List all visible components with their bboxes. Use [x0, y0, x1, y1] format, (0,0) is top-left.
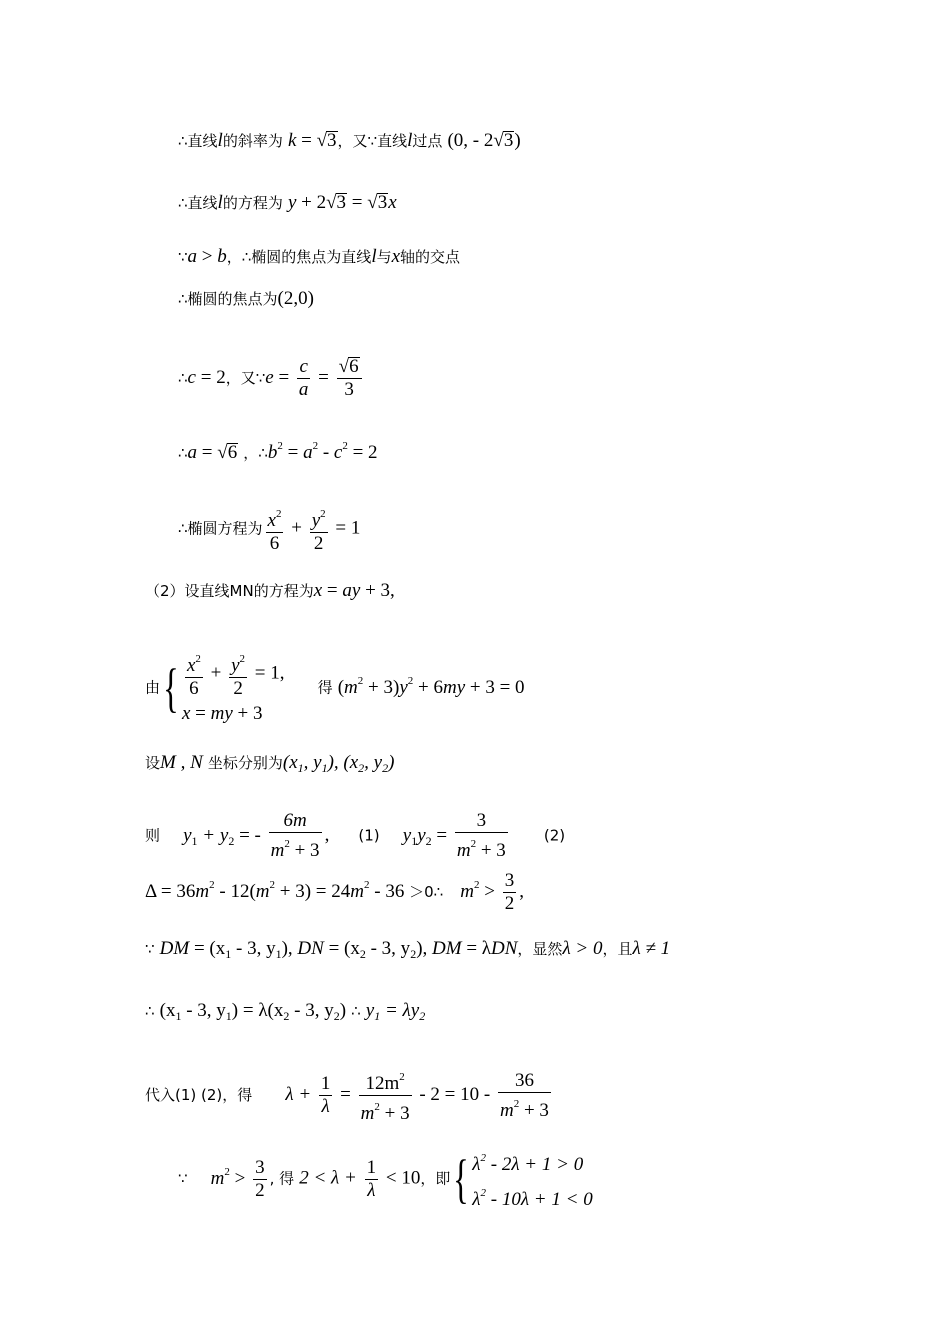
text: ∵ — [178, 248, 188, 266]
fraction: $\frac{3}{m^2 + 3}$ — [456, 810, 506, 861]
fraction: $\frac{1}{\lambda}$ — [320, 1073, 331, 1117]
substitution-line: 代入(1) (2)，得 λ + $\frac{1}{\lambda}$ = $\frac{12m^2}{m^2 + 3}$ - 2 = 10 - $\frac{36}{m^2 + 3}$ — [145, 1066, 554, 1125]
brace: { — [453, 1149, 470, 1209]
text: 与 — [376, 248, 392, 266]
text: 则 — [145, 826, 161, 845]
fraction: $\frac{36}{m^2 + 3}$ — [499, 1069, 549, 1121]
superscript: 2 — [277, 440, 283, 452]
fraction: $\frac{6m}{m^2 + 3}$ — [270, 810, 320, 861]
equals: = 2 — [195, 367, 226, 388]
discriminant: $\Delta = 36m^2 - 12(m^2 + 3) = 24m^2 - 36$ — [145, 879, 410, 902]
system-substitution — [145, 648, 525, 728]
point-part: ) — [514, 130, 521, 151]
radicand: 3 — [336, 192, 347, 213]
equation-system: $\frac{x^2}{6}$ + $\frac{y^2}{2}$ = 1, x = my + 3 — [182, 648, 285, 728]
fraction: $\frac{y^2}{2}$ — [310, 503, 328, 555]
var-l: l — [217, 192, 223, 213]
superscript: 2 — [312, 440, 319, 452]
var-e: e — [265, 367, 274, 388]
text: 由 — [145, 678, 161, 697]
vector-line: ∵ DM = ($x_1 - 3$, $y_1$), DN = ($x_2 - 3$, $y_2$), DM = λDN，显然λ > 0，且λ ≠ 1 — [145, 938, 671, 961]
fraction: $\frac{12m^2}{m^2 + 3}$ — [359, 1066, 412, 1125]
brace: { — [163, 658, 179, 718]
text: （2）设直线MN的方程为 — [145, 582, 314, 600]
label-1: (1) — [358, 826, 380, 845]
text: ，∴椭圆的焦点为直线 — [226, 248, 372, 266]
mn-setup — [145, 580, 395, 602]
vieta-line: 则 $y_1 + y_2$ = - $\frac{6m}{m^2 + 3}$ , (1) $y_1y_2$ = $\frac{3}{m^2 + 3}$ (2) — [145, 810, 566, 861]
a-b-values: ∴a = √6 ，$\therefore b^2 = a^2 - c^2 = 2$ — [178, 440, 378, 463]
equals: = — [273, 367, 294, 388]
var-a: a — [303, 442, 313, 463]
text: ∴直线 — [178, 132, 218, 150]
superscript: 2 — [342, 440, 348, 452]
label-2: (2) — [543, 826, 566, 845]
vector-equality: ($x_1 - 3$, $y_1) = \lambda(x_2 - 3$, $y_2$) — [159, 1000, 347, 1023]
fraction: $\frac{1}{\lambda}$ — [366, 1156, 377, 1201]
fraction: $\frac{3}{2}$ — [504, 870, 515, 914]
equals: = 1 — [330, 517, 361, 539]
var-b: b — [267, 442, 278, 463]
quadratic: $(m^2 + 3)y^2 + 6my + 3 = 0$ — [337, 674, 525, 698]
line-equation: ∴直线l的方程为 y + 2√3 = √3x — [178, 192, 397, 213]
text: ∴ — [178, 444, 188, 462]
text: ，又∵直线 — [337, 132, 408, 150]
discriminant-line: $\Delta = 36m^2 - 12(m^2 + 3) = 24m^2 - 36$ ＞0∴ $m^2$ > $\frac{3}{2}$ , — [145, 870, 524, 914]
fraction: $\frac{c}{a}$ — [298, 356, 309, 400]
text: ，∴ — [243, 444, 268, 462]
point-part: (0, - 2 — [447, 130, 494, 151]
var-ay: ay — [342, 580, 361, 601]
text: ∴ — [145, 1002, 155, 1020]
plus: + 2 — [296, 192, 327, 213]
text: 轴的交点 — [400, 248, 461, 266]
inequality-line: ∵ $m^2$ > $\frac{3}{2}$ , 得 2 < λ + $\frac{1}{\lambda}$ < 10，即{ $\lambda^2 - 2\lambda + 1 > 0$ $\lambda^2 - 10\lambda + 1 < 0$ — [178, 1144, 593, 1214]
radicand: 6 — [227, 442, 238, 463]
focus-point — [178, 288, 314, 310]
inequality-system: $\lambda^2 - 2\lambda + 1 > 0$ $\lambda^2 - 10\lambda + 1 < 0$ — [472, 1152, 593, 1210]
text: ∴直线 — [178, 194, 218, 212]
var-l: l — [407, 130, 413, 151]
var-c: c — [333, 442, 343, 463]
equals: = — [347, 192, 368, 213]
radicand: 3 — [377, 192, 388, 213]
text: 的方程为 — [222, 194, 283, 212]
var-l: l — [371, 246, 377, 267]
fraction: $\frac{√6}{3}$ — [337, 356, 362, 401]
var-c: c — [187, 367, 196, 388]
lambda-relation: ∴ ($x_1 - 3$, $y_1) = \lambda(x_2 - 3$, $y_2$) ∴ $y_1 = \lambda y_2$ — [145, 1000, 426, 1023]
tail: + 3, — [360, 580, 395, 601]
text: 坐标分别为 — [207, 754, 283, 772]
text: 得 — [317, 678, 333, 697]
text: ，又∵ — [225, 369, 266, 387]
equals: = — [282, 442, 304, 463]
text: ∴椭圆方程为 — [178, 519, 263, 538]
equals: = — [197, 442, 218, 463]
var-y: y — [287, 192, 297, 213]
text: ∴椭圆的焦点为 — [178, 290, 278, 308]
gt: > — [197, 246, 218, 267]
text: ∴ — [178, 369, 188, 387]
var-a: a — [187, 442, 198, 463]
var-x: x — [313, 580, 323, 601]
text: ∵ — [145, 940, 155, 958]
equals: = — [322, 580, 343, 601]
var-x: x — [391, 246, 401, 267]
text: 设 — [145, 754, 161, 772]
equals: = — [313, 367, 334, 388]
radicand: 3 — [503, 130, 514, 151]
fraction: $\frac{3}{2}$ — [255, 1156, 265, 1201]
var-b: b — [217, 246, 227, 267]
coordinates: ($x_1$, $y_1$), ($x_2$, $y_2$) — [282, 752, 395, 775]
slope-line: ∴直线l的斜率为 k = √3，又∵直线l过点 (0, - 2√3) — [178, 130, 521, 151]
radicand: 3 — [327, 130, 337, 151]
text: 的斜率为 — [222, 132, 283, 150]
fraction: $\frac{x^2}{6}$ — [266, 503, 284, 555]
minus: - — [318, 442, 334, 463]
var-x: x — [388, 192, 397, 213]
vectors: DM = ($x_1 - 3$, $y_1$), DN = ($x_2 - 3$, $y_2$), DM = λDN — [159, 938, 518, 961]
coordinates-line — [145, 752, 394, 776]
var-k: k — [287, 130, 297, 151]
text: ∵ — [178, 1169, 188, 1188]
point: (2,0) — [277, 288, 314, 309]
var-l: l — [217, 130, 223, 151]
text: 过点 — [412, 132, 443, 150]
ellipse-equation — [178, 503, 360, 555]
eccentricity-line — [178, 356, 365, 401]
var-a: a — [187, 246, 198, 267]
text: 代入(1) (2)，得 — [145, 1086, 253, 1104]
focus-reason — [178, 246, 460, 268]
plus: + — [286, 517, 307, 539]
equals: = — [296, 130, 317, 151]
result: = 2 — [347, 442, 378, 463]
points: M , N — [160, 752, 203, 773]
